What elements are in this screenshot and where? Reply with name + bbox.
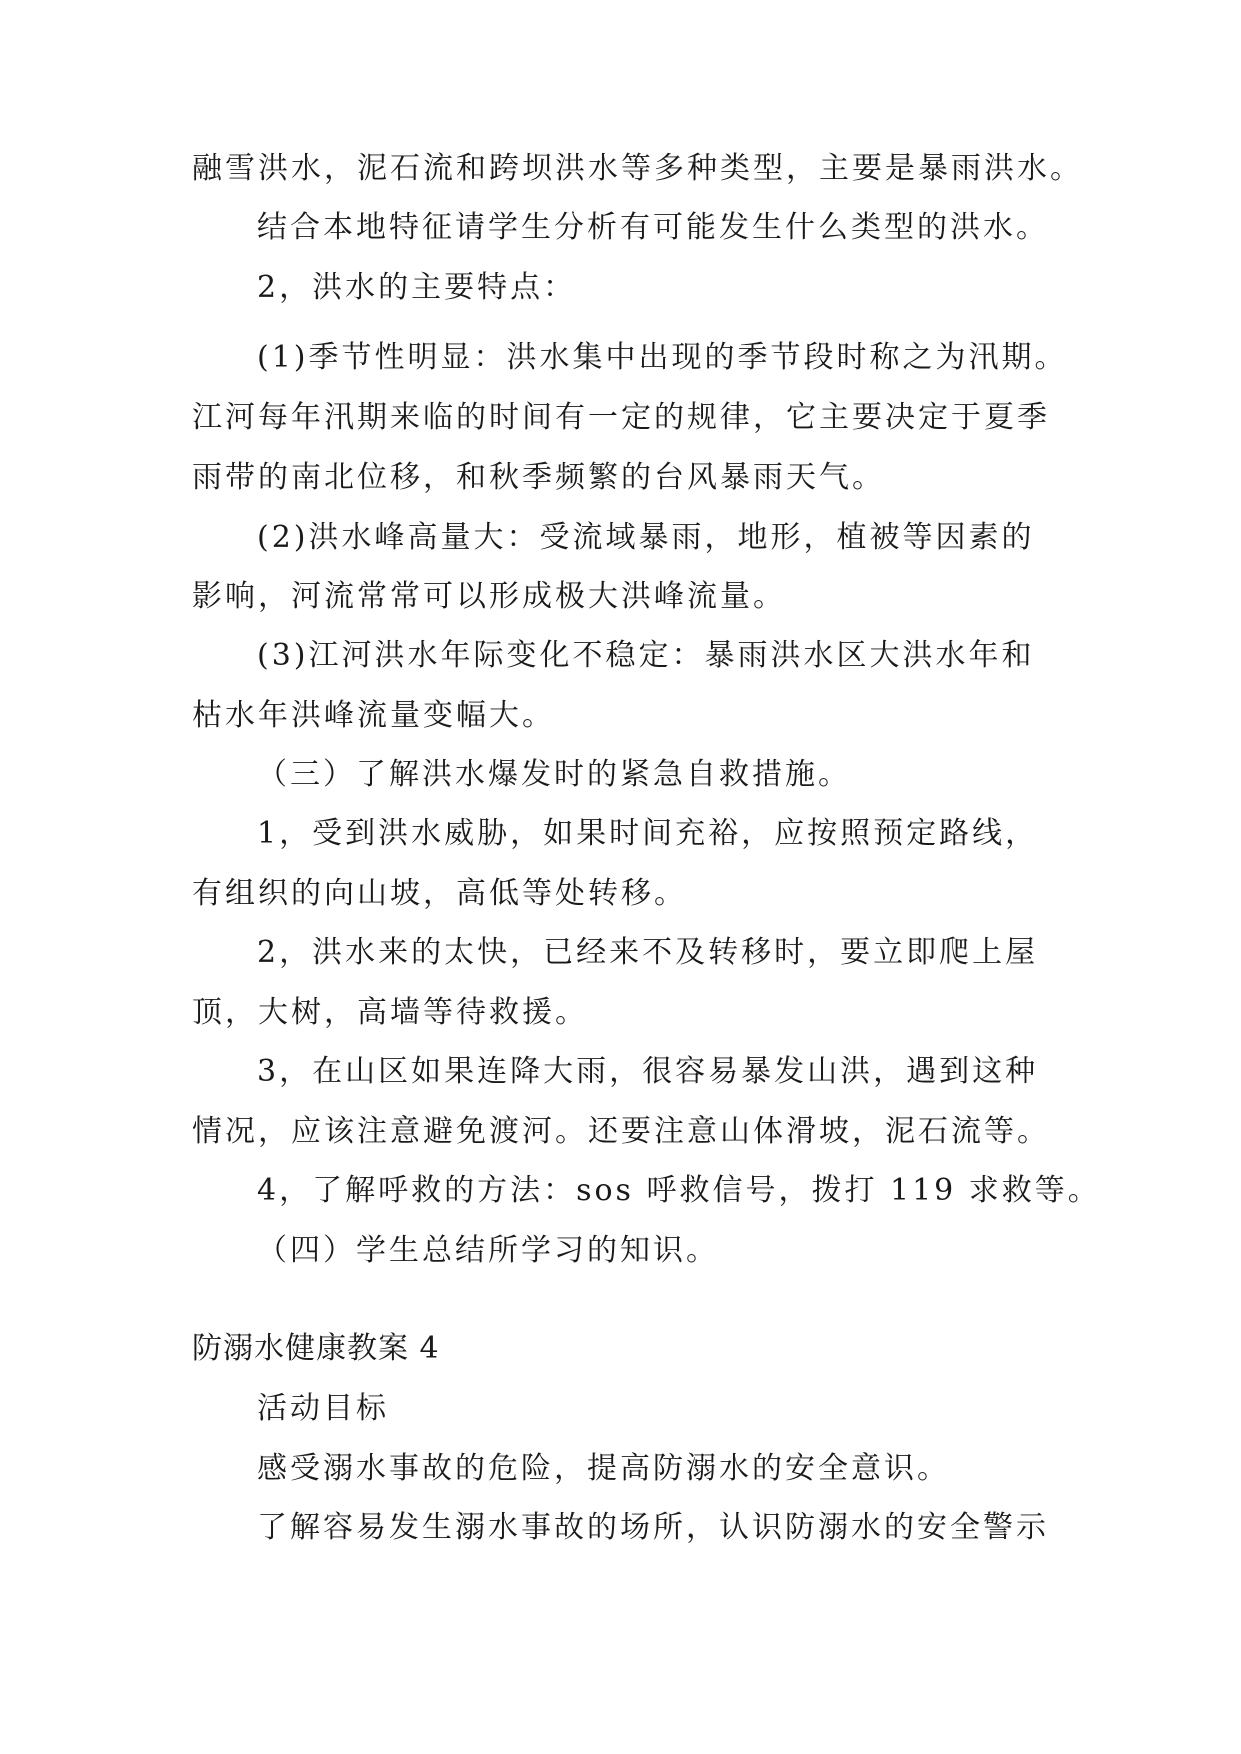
paragraph-line: 2，洪水来的太快，已经来不及转移时，要立即爬上屋 [257,935,1039,970]
paragraph-line: 感受溺水事故的危险，提高防溺水的安全意识。 [257,1451,950,1486]
paragraph-line: 1，受到洪水威胁，如果时间充裕，应按照预定路线， [257,816,1039,851]
paragraph-line: (1)季节性明显：洪水集中出现的季节段时称之为汛期。 [257,340,1068,375]
paragraph-line: 雨带的南北位移，和秋季频繁的台风暴雨天气。 [192,460,885,495]
paragraph-line: 3，在山区如果连降大雨，很容易暴发山洪，遇到这种 [257,1054,1039,1089]
paragraph-line: 了解容易发生溺水事故的场所，认识防溺水的安全警示 [257,1510,1049,1545]
paragraph-line: 影响，河流常常可以形成极大洪峰流量。 [192,579,786,614]
paragraph-line: 融雪洪水，泥石流和跨坝洪水等多种类型，主要是暴雨洪水。 [192,151,1083,186]
paragraph-line: 结合本地特征请学生分析有可能发生什么类型的洪水。 [257,210,1049,245]
paragraph-line: 4，了解呼救的方法：sos 呼救信号，拨打 119 求救等。 [257,1173,1101,1208]
paragraph-line: 情况，应该注意避免渡河。还要注意山体滑坡，泥石流等。 [192,1114,1050,1149]
paragraph-line: 2，洪水的主要特点： [257,270,577,305]
paragraph-line: 江河每年汛期来临的时间有一定的规律，它主要决定于夏季 [192,400,1050,435]
paragraph-line: 顶，大树，高墙等待救援。 [192,995,588,1030]
paragraph-line: 有组织的向山坡，高低等处转移。 [192,876,687,911]
paragraph-line: 枯水年洪峰流量变幅大。 [192,698,555,733]
section-heading: （四）学生总结所学习的知识。 [257,1233,719,1268]
paragraph-line: (3)江河洪水年际变化不稳定：暴雨洪水区大洪水年和 [257,638,1035,673]
section-heading: （三）了解洪水爆发时的紧急自救措施。 [257,757,851,792]
paragraph-line: (2)洪水峰高量大：受流域暴雨，地形，植被等因素的 [257,520,1035,555]
document-title: 防溺水健康教案 4 [192,1331,440,1366]
activity-heading: 活动目标 [257,1391,389,1426]
